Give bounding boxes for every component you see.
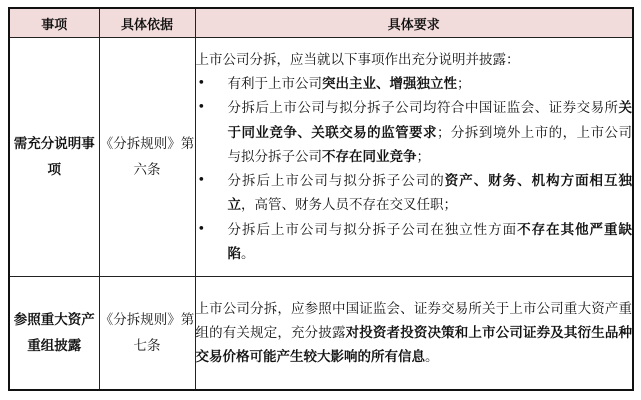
bullet-icon: • <box>197 100 206 116</box>
body-text: 分拆后上市公司与拟分拆子公司的 <box>227 173 445 190</box>
body-text: ； <box>457 76 471 93</box>
list-item-text <box>228 218 633 266</box>
body-text: 上市公司分拆，应参照中国证监会、证券交易所关于上市公司重大资产重组的有关规定，充分披露 <box>195 300 632 341</box>
row-requirement <box>195 38 633 277</box>
row-requirement <box>195 277 633 391</box>
body-text: ，高管、财务人员不存在交叉任职； <box>241 197 457 214</box>
emphasis-text: 关于同业竞争、关联交易的监管要求 <box>227 100 632 141</box>
list-item-text <box>228 72 633 96</box>
emphasis-text: 突出主业、增强独立性 <box>322 76 457 93</box>
requirements-table <box>8 7 634 391</box>
emphasis-text: 对投资者投资决策和上市公司证券及其衍生品种交易价格可能产生较大影响的所有信息 <box>195 324 633 366</box>
row-basis: 《分拆规则》第七条 <box>99 277 195 391</box>
list-item-text <box>228 169 633 217</box>
body-text: 分拆后上市公司与拟分拆子公司在独立性方面 <box>227 221 518 238</box>
body-text: ；分拆到境外上市的，上市公司与拟分拆子公司 <box>227 124 633 165</box>
body-text: ； <box>416 148 430 165</box>
body-text: 。 <box>241 245 255 262</box>
body-text: 有利于上市公司 <box>227 76 322 93</box>
body-text: 分拆后上市公司与拟分拆子公司均符合中国证监会、证券交易所 <box>227 100 619 117</box>
bullet-icon: • <box>197 221 206 237</box>
row-item: 需充分说明事项 <box>9 38 99 277</box>
requirement-intro: 上市公司分拆，应当就以下事项作出充分说明并披露： <box>195 52 520 69</box>
header-requirement: 具体要求 <box>195 8 633 38</box>
header-basis: 具体依据 <box>99 8 195 38</box>
list-item <box>196 169 633 217</box>
table-row <box>9 277 633 391</box>
header-item: 事项 <box>9 8 99 38</box>
row-basis: 《分拆规则》第六条 <box>99 38 195 277</box>
body-text: 。 <box>425 349 439 366</box>
list-item <box>196 72 633 96</box>
bullet-list <box>196 72 633 266</box>
emphasis-text: 不存在同业竞争 <box>322 148 417 165</box>
emphasis-text: 不存在其他严重缺陷 <box>227 221 633 262</box>
list-item <box>196 218 633 266</box>
bullet-icon: • <box>197 173 206 189</box>
header-row <box>9 8 633 38</box>
row-item: 参照重大资产重组披露 <box>9 277 99 391</box>
table-row <box>9 38 633 277</box>
list-item-text <box>228 96 633 169</box>
emphasis-text: 资产、财务、机构方面相互独立 <box>227 173 633 214</box>
bullet-icon: • <box>197 76 206 92</box>
list-item <box>196 96 633 169</box>
